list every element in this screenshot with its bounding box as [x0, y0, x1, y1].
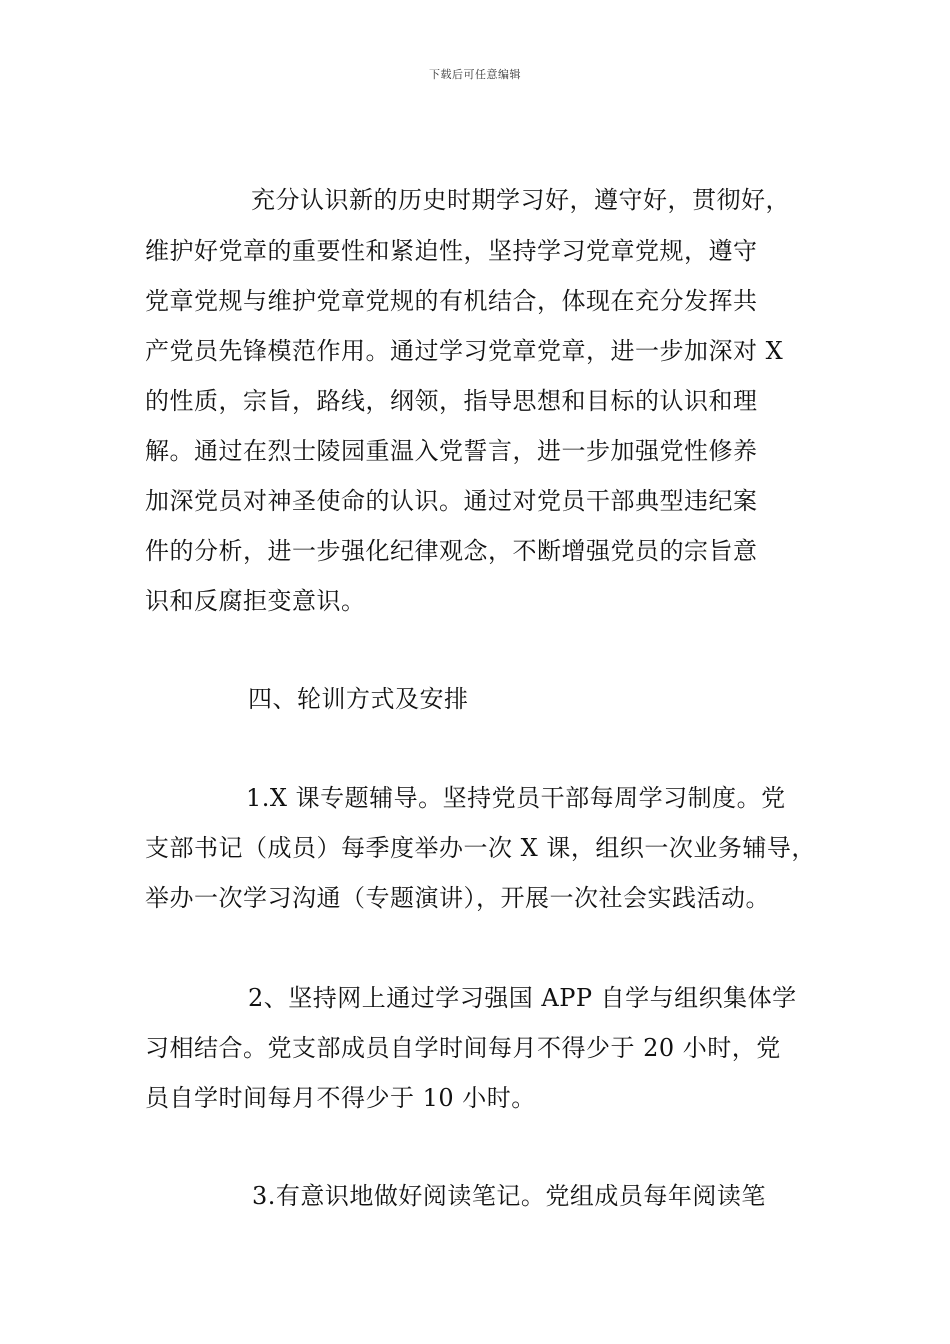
item-1-line-3: 举办一次学习沟通（专题演讲），开展一次社会实践活动。 — [145, 884, 770, 912]
paragraph-1-line-6: 解。通过在烈士陵园重温入党誓言，进一步加强党性修养 — [145, 437, 758, 465]
paragraph-1-line-1: 充分认识新的历史时期学习好，遵守好，贯彻好， — [251, 186, 790, 214]
paragraph-1-line-7: 加深党员对神圣使命的认识。通过对党员干部典型违纪案 — [145, 487, 758, 515]
paragraph-1-line-8: 件的分析，进一步强化纪律观念，不断增强党员的宗旨意 — [145, 537, 758, 565]
item-2-line-1: 2、坚持网上通过学习强国 APP 自学与组织集体学 — [248, 984, 797, 1012]
paragraph-1-line-5: 的性质，宗旨，路线，纲领，指导思想和目标的认识和理 — [145, 387, 758, 415]
item-2-line-3: 员自学时间每月不得少于 10 小时。 — [145, 1084, 536, 1112]
section-heading: 四、轮训方式及安排 — [248, 685, 469, 713]
item-3-line-1: 3.有意识地做好阅读笔记。党组成员每年阅读笔 — [252, 1182, 766, 1210]
item-2-line-2: 习相结合。党支部成员自学时间每月不得少于 20 小时，党 — [145, 1034, 781, 1062]
paragraph-1-line-3: 党章党规与维护党章党规的有机结合，体现在充分发挥共 — [145, 287, 758, 315]
paragraph-1-line-4: 产党员先锋模范作用。通过学习党章党章，进一步加深对 X — [145, 337, 784, 365]
paragraph-1-line-9: 识和反腐拒变意识。 — [145, 587, 366, 615]
paragraph-1-line-2: 维护好党章的重要性和紧迫性，坚持学习党章党规，遵守 — [145, 237, 758, 265]
header-note: 下载后可任意编辑 — [429, 68, 521, 81]
item-1-line-1: 1.X 课专题辅导。坚持党员干部每周学习制度。党 — [246, 784, 786, 812]
item-1-line-2: 支部书记（成员）每季度举办一次 X 课，组织一次业务辅导， — [145, 834, 816, 862]
